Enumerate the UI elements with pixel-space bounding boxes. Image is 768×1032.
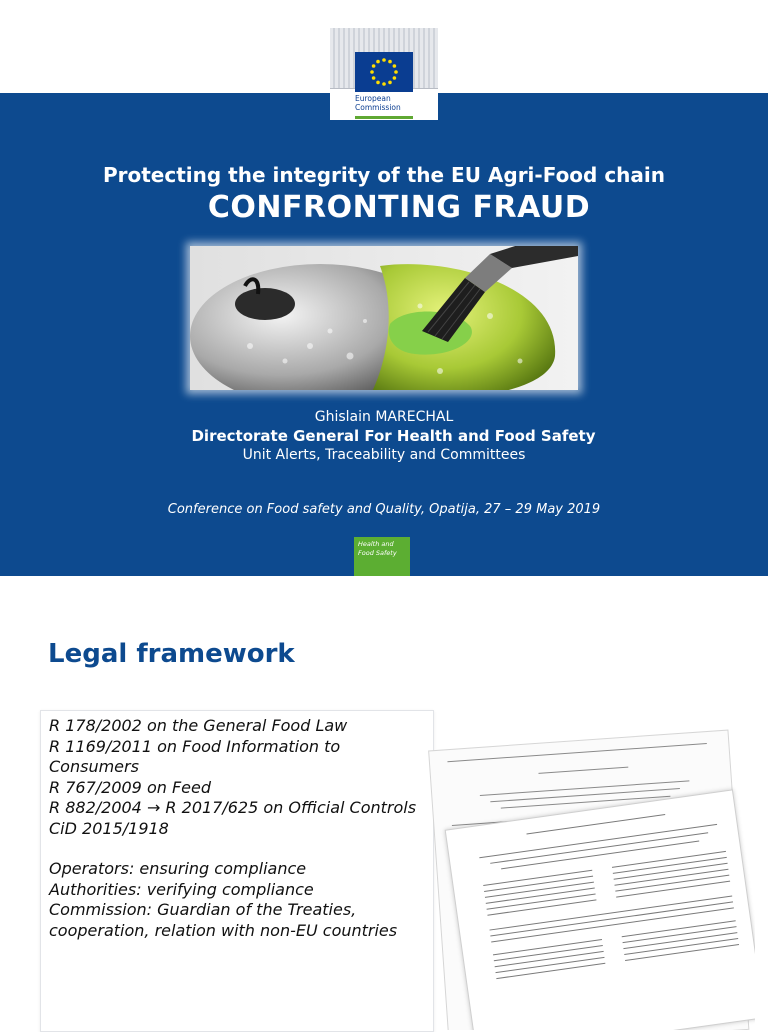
directorate-name: Directorate General For Health and Food Safety — [191, 427, 596, 445]
conference-info: Conference on Food safety and Quality, Opatija, 27 – 29 May 2019 — [167, 502, 601, 517]
legal-framework-slide — [0, 600, 768, 1024]
list-spacer — [49, 839, 429, 859]
badge-line-2: Food Safety — [358, 549, 397, 557]
list-item: R 178/2002 on the General Food Law — [49, 716, 348, 735]
logo-line-2: Commission — [355, 103, 401, 112]
slide-title: Legal framework — [48, 639, 295, 669]
badge-text — [358, 540, 397, 558]
health-food-safety-badge — [354, 537, 410, 576]
list-item: Operators: ensuring compliance — [49, 859, 307, 878]
slide-subtitle: Protecting the integrity of the EU Agri-Food chain — [102, 163, 666, 187]
list-item: R 1169/2011 on Food Information to Consumers — [49, 736, 341, 776]
slide-title: CONFRONTING FRAUD — [207, 190, 591, 225]
list-item: Commission: Guardian of the Treaties, cooperation, relation with non-EU countries — [49, 900, 398, 940]
list-item: R 767/2009 on Feed — [49, 777, 211, 797]
legal-list — [49, 716, 429, 941]
official-journal-document-image — [425, 700, 755, 1030]
logo-green-bar — [355, 116, 413, 119]
author-name: Ghislain MARECHAL — [314, 409, 454, 425]
badge-line-1: Health and — [358, 540, 394, 548]
list-item: R 882/2004 → R 2017/625 on Official Controls — [49, 798, 417, 817]
list-item: CiD 2015/1918 — [49, 818, 169, 838]
logo-text — [355, 94, 401, 112]
eu-flag-icon — [355, 52, 413, 92]
european-commission-logo — [330, 28, 438, 120]
list-item: Authorities: verifying compliance — [49, 879, 314, 899]
apple-paintbrush-image — [190, 246, 578, 390]
unit-name: Unit Alerts, Traceability and Committees — [242, 447, 526, 463]
legal-list-box — [40, 710, 434, 1032]
logo-line-1: European — [355, 94, 391, 103]
